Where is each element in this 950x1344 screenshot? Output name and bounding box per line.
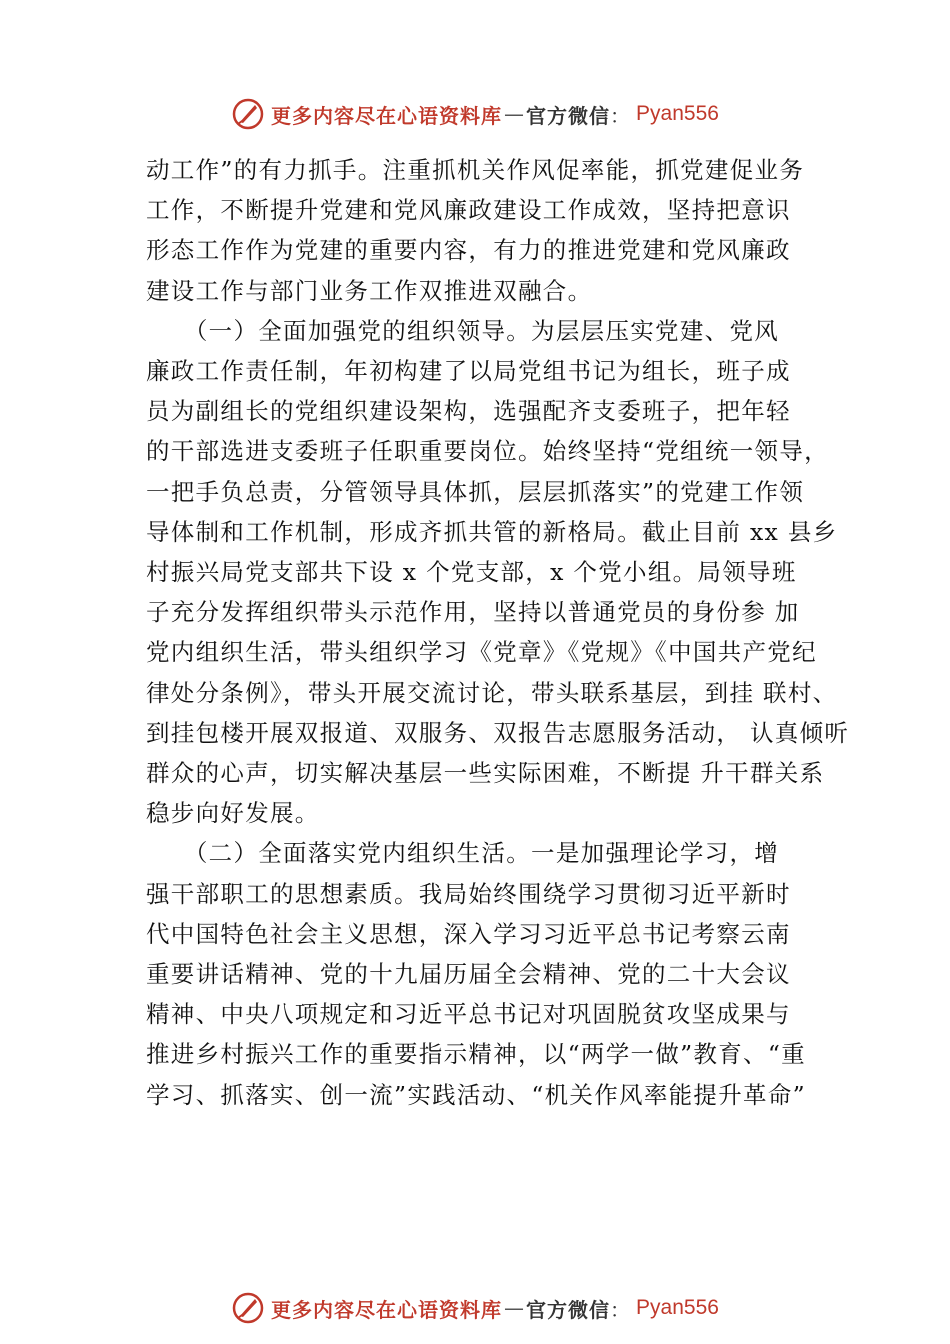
banner-main-text: 更多内容尽在心语资料库 [271, 1297, 503, 1322]
text-line: 学习、抓落实、创一流”实践活动、“机关作风率能提升革命” [146, 1080, 806, 1109]
banner-wechat-id: Pyan556 [636, 1296, 719, 1319]
paragraph-heading-line: （一）全面加强党的组织领导。为层层压实党建、党风 [146, 316, 780, 345]
header-watermark-banner [0, 92, 950, 136]
text-line: 精神、中央八项规定和习近平总书记对巩固脱贫攻坚成果与 [146, 1000, 791, 1029]
banner-main-text: 更多内容尽在心语资料库 [271, 103, 503, 128]
banner-label: 官方微信 [526, 103, 611, 128]
text-line: 动工作”的有力抓手。注重抓机关作风促率能，抓党建促业务 [146, 156, 805, 184]
text-line: 的干部选进支委班子任职重要岗位。始终坚持“党组统一领导， [146, 437, 829, 466]
text-line: 党内组织生活，带头组织学习《党章》《党规》《中国共产党纪 [146, 638, 817, 667]
text-line: 重要讲话精神、党的十九届历届全会精神、党的二十大会议 [146, 960, 791, 989]
banner-label: 官方微信 [526, 1297, 611, 1322]
text-line: 员为副组长的党组织建设架构，选强配齐支委班子，把年轻 [146, 397, 791, 426]
text-line: 律处分条例》，带头开展交流讨论，带头联系基层，到挂 联村、 [146, 678, 838, 707]
banner-dash: — [504, 102, 525, 126]
text-line: 强干部职工的思想素质。我局始终围绕学习贯彻习近平新时 [146, 879, 791, 908]
banner-colon: ： [610, 103, 631, 128]
text-line: 建设工作与部门业务工作双推进双融合。 [146, 276, 593, 305]
paragraph-heading-line: （二）全面落实党内组织生活。一是加强理论学习，增 [146, 839, 780, 868]
text-line: 村振兴局党支部共下设 x 个党支部，x 个党小组。局领导班 [146, 558, 797, 587]
text-line: 推进乡村振兴工作的重要指示精神，以“两学一做”教育、“重 [146, 1040, 806, 1069]
text-line: 一把手负总责，分管领导具体抓，层层抓落实”的党建工作领 [146, 477, 805, 506]
document-body [146, 150, 850, 1115]
text-line: 工作，不断提升党建和党风廉政建设工作成效，坚持把意识 [146, 196, 791, 225]
text-line: 到挂包楼开展双报道、双服务、双报告志愿服务活动， 认真倾听 [146, 718, 850, 747]
text-line: 子充分发挥组织带头示范作用，坚持以普通党员的身份参 加 [146, 598, 800, 627]
banner-colon: ： [610, 1297, 631, 1322]
text-line: 稳步向好发展。 [146, 799, 320, 828]
quill-logo-icon [231, 97, 265, 131]
text-line: 代中国特色社会主义思想，深入学习习近平总书记考察云南 [146, 919, 791, 948]
text-line: 廉政工作责任制，年初构建了以局党组书记为组长，班子成 [146, 357, 791, 386]
banner-wechat-id: Pyan556 [636, 102, 719, 125]
text-line: 群众的心声，切实解决基层一些实际困难，不断提 升干群关系 [146, 759, 825, 788]
footer-watermark-banner [0, 1286, 950, 1330]
banner-dash: — [504, 1296, 525, 1320]
quill-logo-icon [231, 1291, 265, 1325]
text-line: 导体制和工作机制，形成齐抓共管的新格局。截止目前 xx 县乡 [146, 517, 838, 546]
text-line: 形态工作作为党建的重要内容，有力的推进党建和党风廉政 [146, 236, 791, 265]
